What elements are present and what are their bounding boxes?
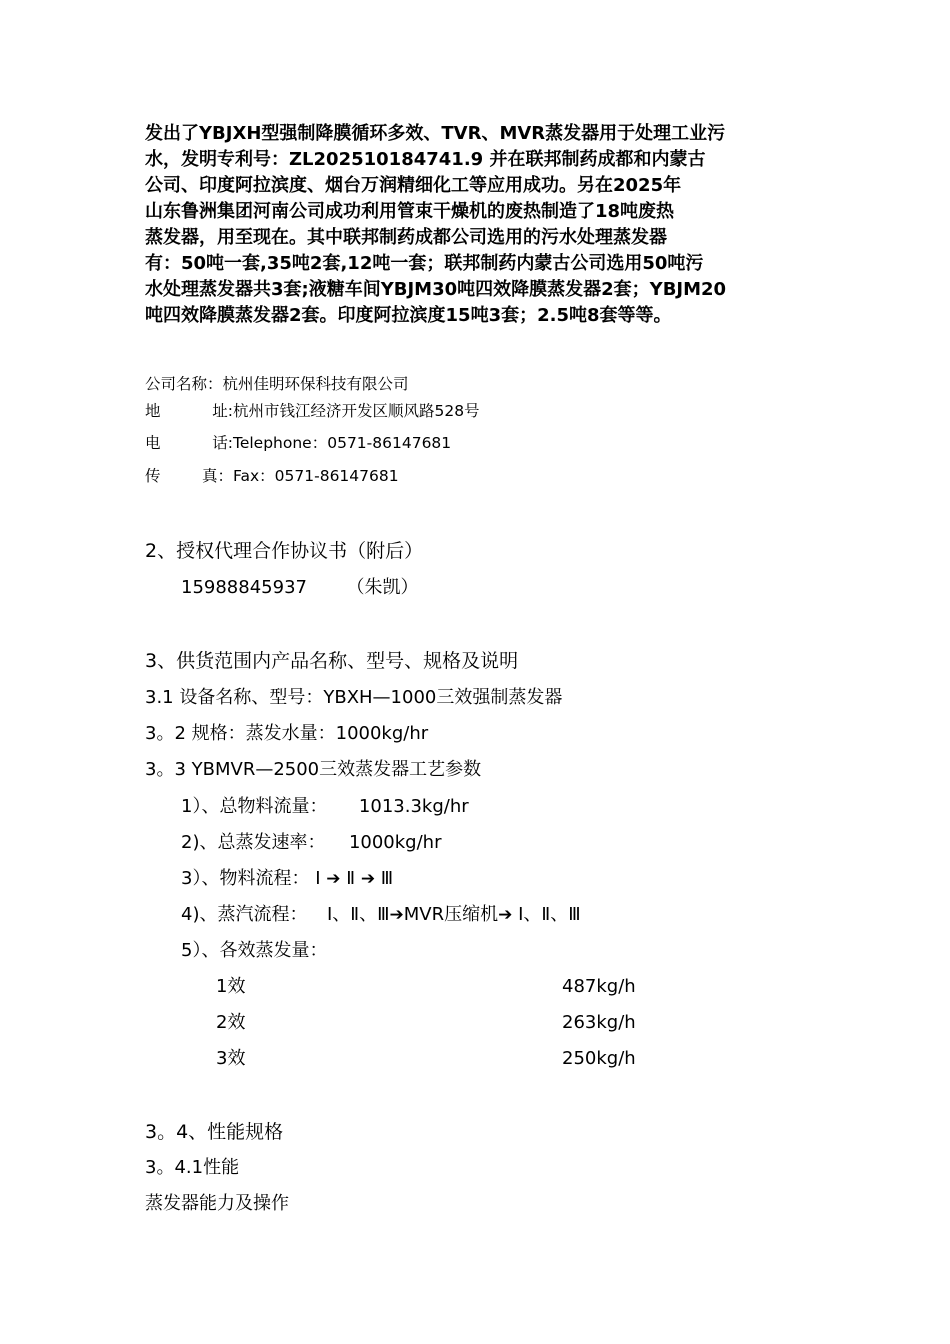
agent-name: （朱凯） xyxy=(346,577,419,598)
param-label: 2)、总蒸发速率： xyxy=(181,832,326,853)
param-value: 1000kg/hr xyxy=(348,832,442,853)
item-3-4: 3。4、性能规格 xyxy=(145,1121,284,1143)
item-3-4-1: 3。4.1性能 xyxy=(145,1157,240,1178)
agent-contact xyxy=(181,576,418,600)
param-steam-flow xyxy=(181,903,581,927)
item-text: 蒸发器能力及操作 xyxy=(145,1193,289,1214)
param-effect-evaporation: 5）、各效蒸发量： xyxy=(181,940,328,961)
param-evaporation-rate xyxy=(181,831,441,855)
intro-line: 蒸发器，用至现在。其中联邦制药成都公司选用的污水处理蒸发器 xyxy=(145,227,667,248)
item-3-3: 3。3 YBMVR—2500三效蒸发器工艺参数 xyxy=(145,759,482,780)
flow-stages: Ⅰ、Ⅱ、Ⅲ xyxy=(518,904,581,925)
right-arrow-icon: ➔ xyxy=(389,905,404,925)
effect-name: 1效 xyxy=(216,976,246,997)
effect-row xyxy=(216,975,636,999)
flow-compressor: MVR压缩机 xyxy=(403,904,499,925)
effect-value: 250kg/h xyxy=(562,1048,636,1069)
section-2-title: 2、授权代理合作协议书（附后） xyxy=(145,540,424,562)
intro-paragraph xyxy=(145,121,810,329)
intro-line: 吨四效降膜蒸发器2套。印度阿拉滨度15吨3套；2.5吨8套等等。 xyxy=(145,305,672,326)
effect-name: 2效 xyxy=(216,1012,246,1033)
company-name-label: 公司名称： xyxy=(145,375,223,393)
item-3-1: 3.1 设备名称、型号：YBXH—1000三效强制蒸发器 xyxy=(145,687,563,708)
company-address: 杭州市钱江经济开发区顺风路528号 xyxy=(233,402,480,420)
right-arrow-icon: ➔ xyxy=(498,905,513,925)
agent-phone: 15988845937 xyxy=(181,577,307,598)
effect-value: 487kg/h xyxy=(562,976,636,997)
section-3-title: 3、供货范围内产品名称、型号、规格及说明 xyxy=(145,650,519,672)
right-arrow-icon: ➔ xyxy=(326,869,341,889)
effect-value: 263kg/h xyxy=(562,1012,636,1033)
intro-line: 公司、印度阿拉滨度、烟台万润精细化工等应用成功。另在2025年 xyxy=(145,175,682,196)
flow-stage: Ⅲ xyxy=(380,868,394,889)
effect-row xyxy=(216,1047,636,1071)
intro-line: 水处理蒸发器共3套;液糖车间YBJM30吨四效降膜蒸发器2套；YBJM20 xyxy=(145,279,727,300)
intro-line: 山东鲁洲集团河南公司成功利用管束干燥机的废热制造了18吨废热 xyxy=(145,201,675,222)
param-label: 1）、总物料流量： xyxy=(181,796,328,817)
intro-line: 水，发明专利号：ZL202510184741.9 并在联邦制药成都和内蒙古 xyxy=(145,149,706,170)
company-phone: Telephone：0571-86147681 xyxy=(233,434,452,452)
flow-stage: Ⅱ xyxy=(346,868,356,889)
param-total-flow xyxy=(181,795,469,819)
flow-stage: Ⅰ xyxy=(315,868,321,889)
fax-label: 传 真： xyxy=(145,467,233,485)
company-address-row xyxy=(145,401,480,421)
company-fax: Fax：0571-86147681 xyxy=(233,467,399,485)
intro-line: 发出了YBJXH型强制降膜循环多效、TVR、MVR蒸发器用于处理工业污 xyxy=(145,123,726,144)
intro-line: 有：50吨一套,35吨2套,12吨一套；联邦制药内蒙古公司选用50吨污 xyxy=(145,253,704,274)
flow-stages: Ⅰ、Ⅱ、Ⅲ xyxy=(326,904,390,925)
company-fax-row xyxy=(145,466,399,486)
param-label: 4)、蒸汽流程： xyxy=(181,904,308,925)
right-arrow-icon: ➔ xyxy=(360,869,376,889)
company-phone-row xyxy=(145,433,451,453)
param-label: 3）、物料流程： xyxy=(181,868,310,889)
company-name-row xyxy=(145,374,409,394)
param-value: 1013.3kg/hr xyxy=(358,796,469,817)
param-material-flow xyxy=(181,867,393,891)
address-label: 地 址: xyxy=(145,402,233,420)
effect-row xyxy=(216,1011,636,1035)
effect-name: 3效 xyxy=(216,1048,246,1069)
company-name: 杭州佳明环保科技有限公司 xyxy=(222,375,409,393)
phone-label: 电 话: xyxy=(145,434,233,452)
item-3-2: 3。2 规格：蒸发水量：1000kg/hr xyxy=(145,723,429,744)
